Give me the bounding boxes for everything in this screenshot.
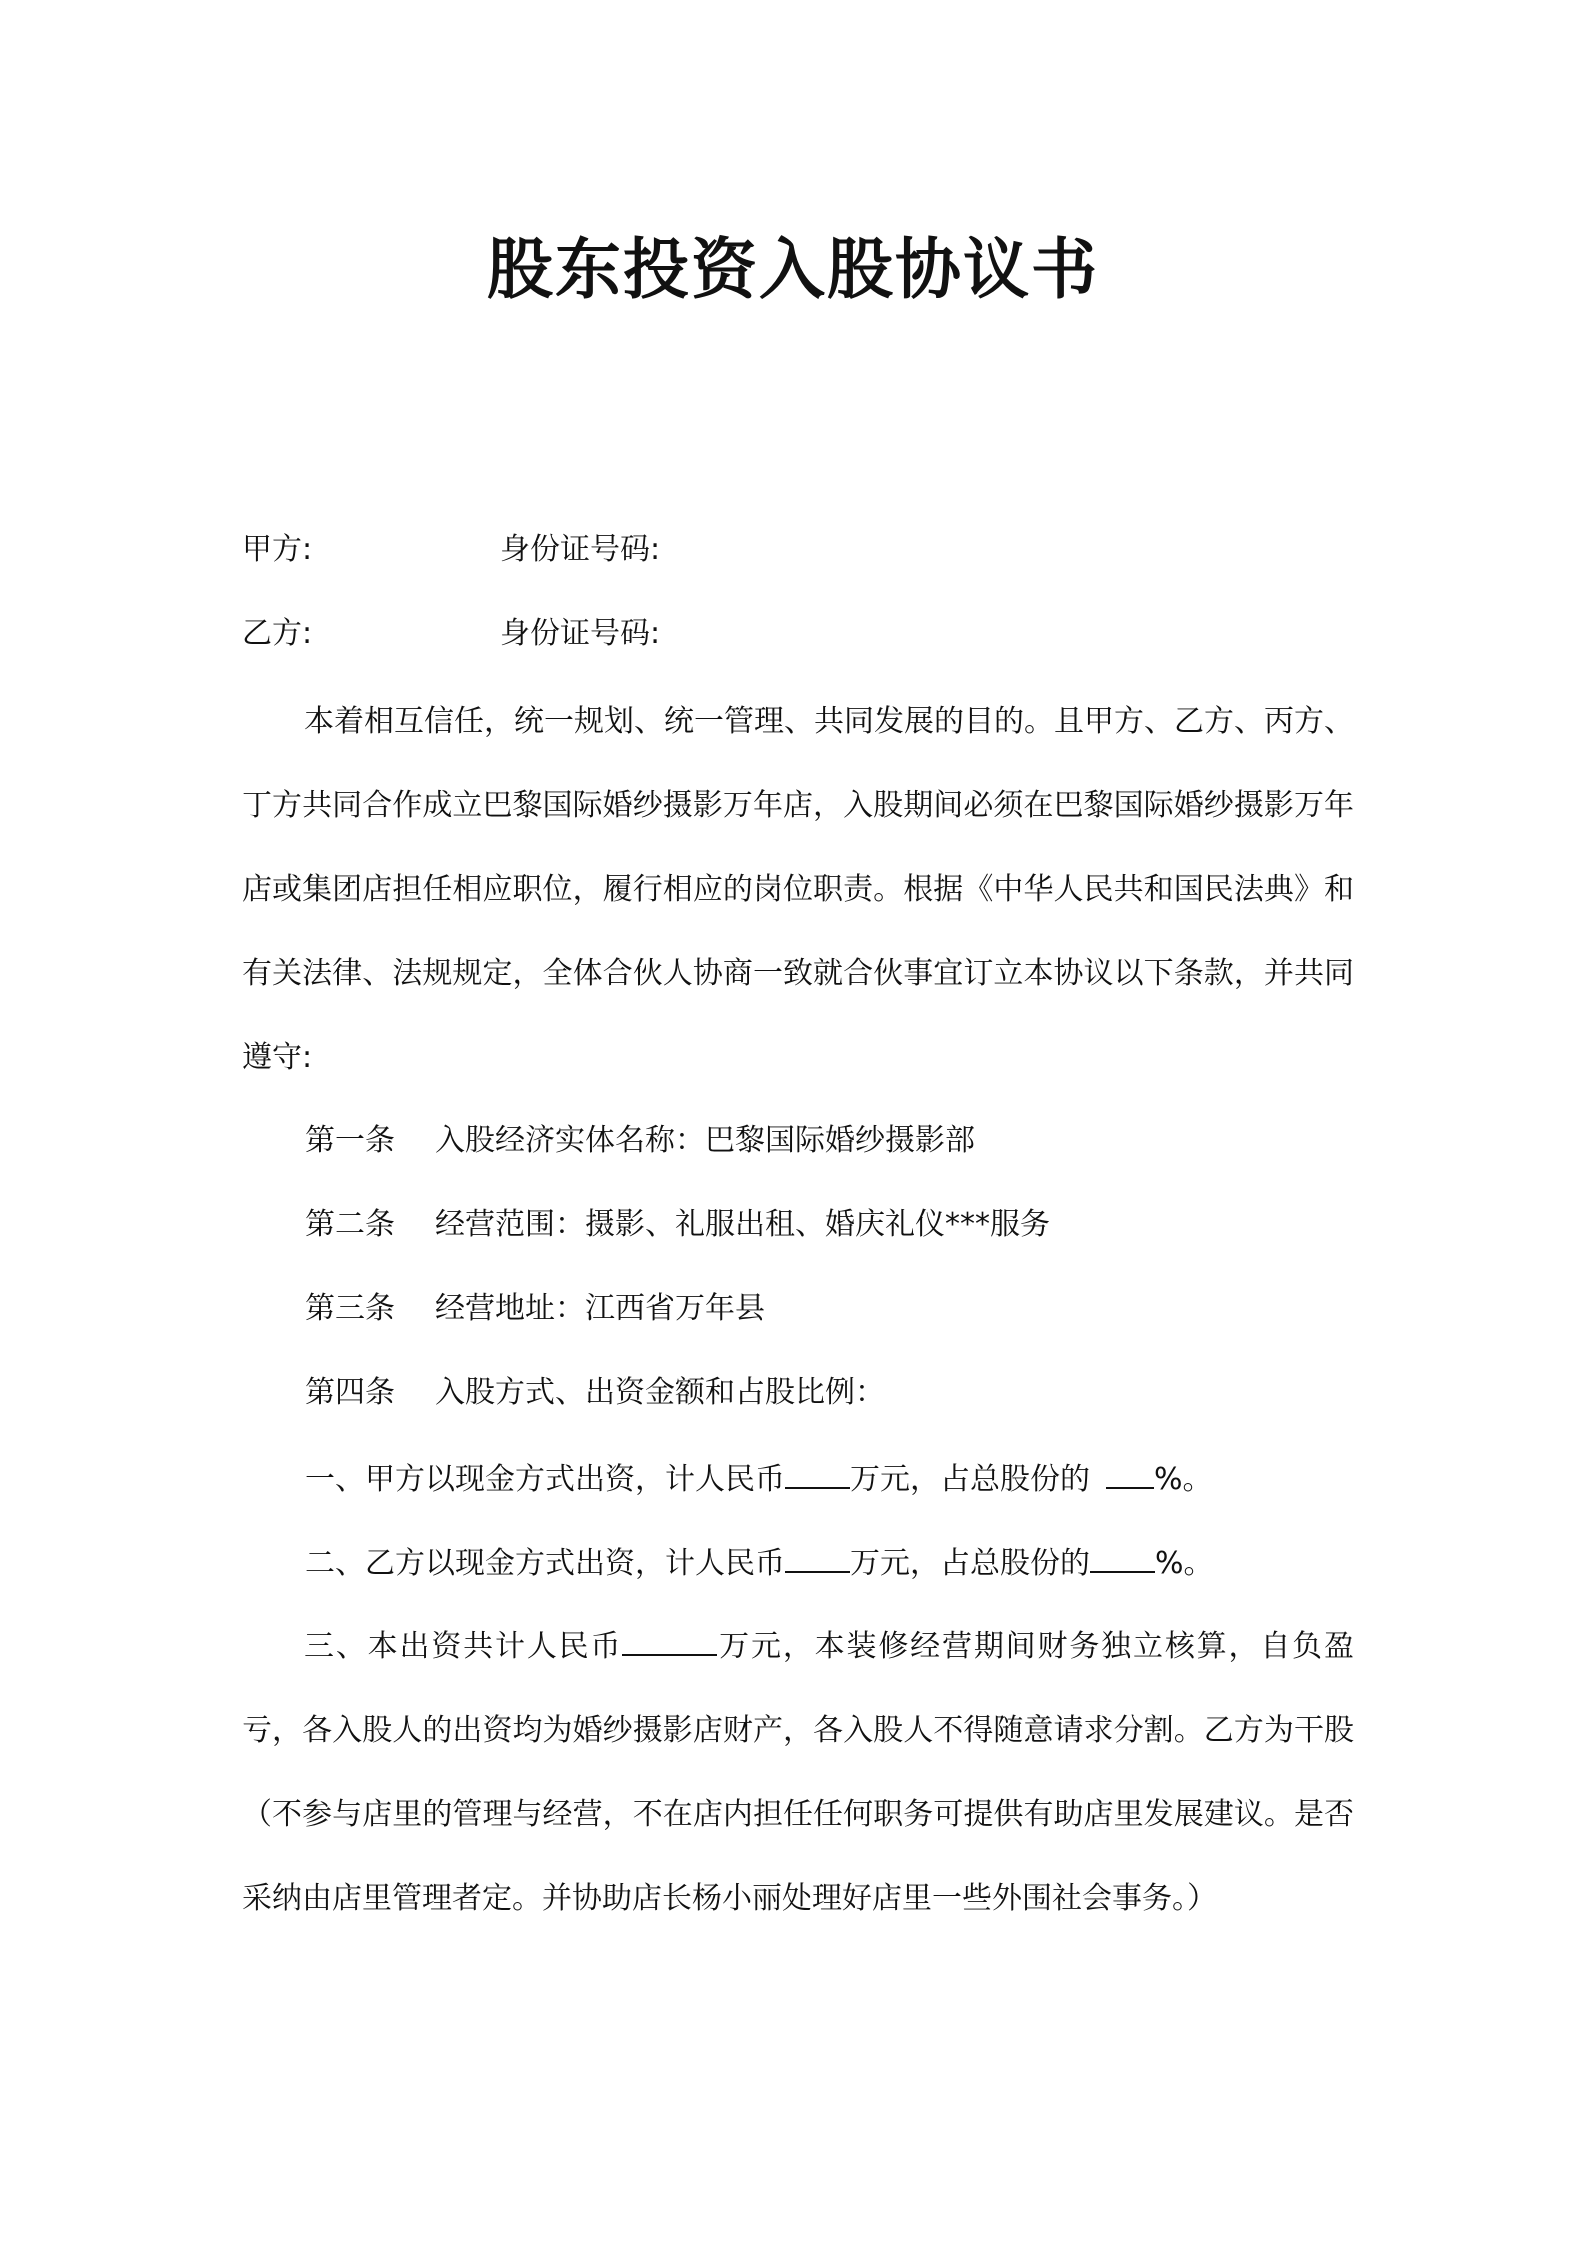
article-3	[305, 1289, 765, 1329]
clause-1-amount-blank[interactable]	[785, 1457, 850, 1489]
article-3-text: 经营地址：江西省万年县	[435, 1291, 765, 1326]
party-b-id-label: 身份证号码:	[500, 616, 661, 651]
clause-1-part2: 万元，占总股份的	[850, 1462, 1090, 1497]
party-a-label: 甲方:	[242, 532, 313, 567]
article-4	[305, 1373, 885, 1413]
clause-1-part1: 一、甲方以现金方式出资，计人民币	[305, 1462, 785, 1497]
article-3-number: 第三条	[305, 1291, 395, 1326]
article-1-text: 入股经济实体名称：巴黎国际婚纱摄影部	[435, 1123, 975, 1158]
clause-3-part2: 万元，本装修经营期间财务独立核算，自负盈亏，各入股人的出资均为婚纱摄影店财产，各入股人不得随意请求分割。乙方为干股（不参与店里的管理与经营，不在店内担任任何职务可提供有助店里发展建议。是否采纳由店里管理者定。并协助店长杨小丽处理好店里一些外围社会事务。）	[242, 1629, 1355, 1916]
clause-2-percent-blank[interactable]	[1090, 1541, 1155, 1573]
article-2-text: 经营范围：摄影、礼服出租、婚庆礼仪***服务	[435, 1207, 1050, 1242]
clause-1-part3: %。	[1154, 1462, 1213, 1497]
clause-3-amount-blank[interactable]	[622, 1624, 717, 1656]
clause-2	[305, 1541, 1214, 1584]
clause-3-paragraph	[242, 1605, 1354, 1941]
clause-3-part1: 三、本出资共计人民币	[304, 1629, 623, 1664]
party-a-id-label: 身份证号码:	[500, 532, 661, 567]
article-1	[305, 1121, 975, 1161]
document-title: 股东投资入股协议书	[487, 231, 1099, 308]
clause-1-percent-blank[interactable]	[1106, 1457, 1154, 1489]
clause-2-part1: 二、乙方以现金方式出资，计人民币	[305, 1546, 785, 1581]
clause-2-part3: %。	[1155, 1546, 1214, 1581]
article-4-text: 入股方式、出资金额和占股比例：	[435, 1375, 885, 1410]
party-b-line	[242, 614, 660, 654]
article-4-number: 第四条	[305, 1375, 395, 1410]
party-a-line	[242, 530, 660, 570]
article-2	[305, 1205, 1050, 1245]
clause-2-part2: 万元，占总股份的	[850, 1546, 1090, 1581]
article-2-number: 第二条	[305, 1207, 395, 1242]
party-b-label: 乙方:	[242, 616, 313, 651]
preamble-paragraph: 本着相互信任，统一规划、统一管理、共同发展的目的。且甲方、乙方、丙方、丁方共同合作成立巴黎国际婚纱摄影万年店，入股期间必须在巴黎国际婚纱摄影万年店或集团店担任相应职位，履行相应的岗位职责。根据《中华人民共和国民法典》和有关法律、法规规定，全体合伙人协商一致就合伙事宜订立本协议以下条款，并共同遵守:	[242, 704, 1354, 1075]
article-1-number: 第一条	[305, 1123, 395, 1158]
clause-2-amount-blank[interactable]	[785, 1541, 850, 1573]
clause-1	[305, 1457, 1213, 1500]
